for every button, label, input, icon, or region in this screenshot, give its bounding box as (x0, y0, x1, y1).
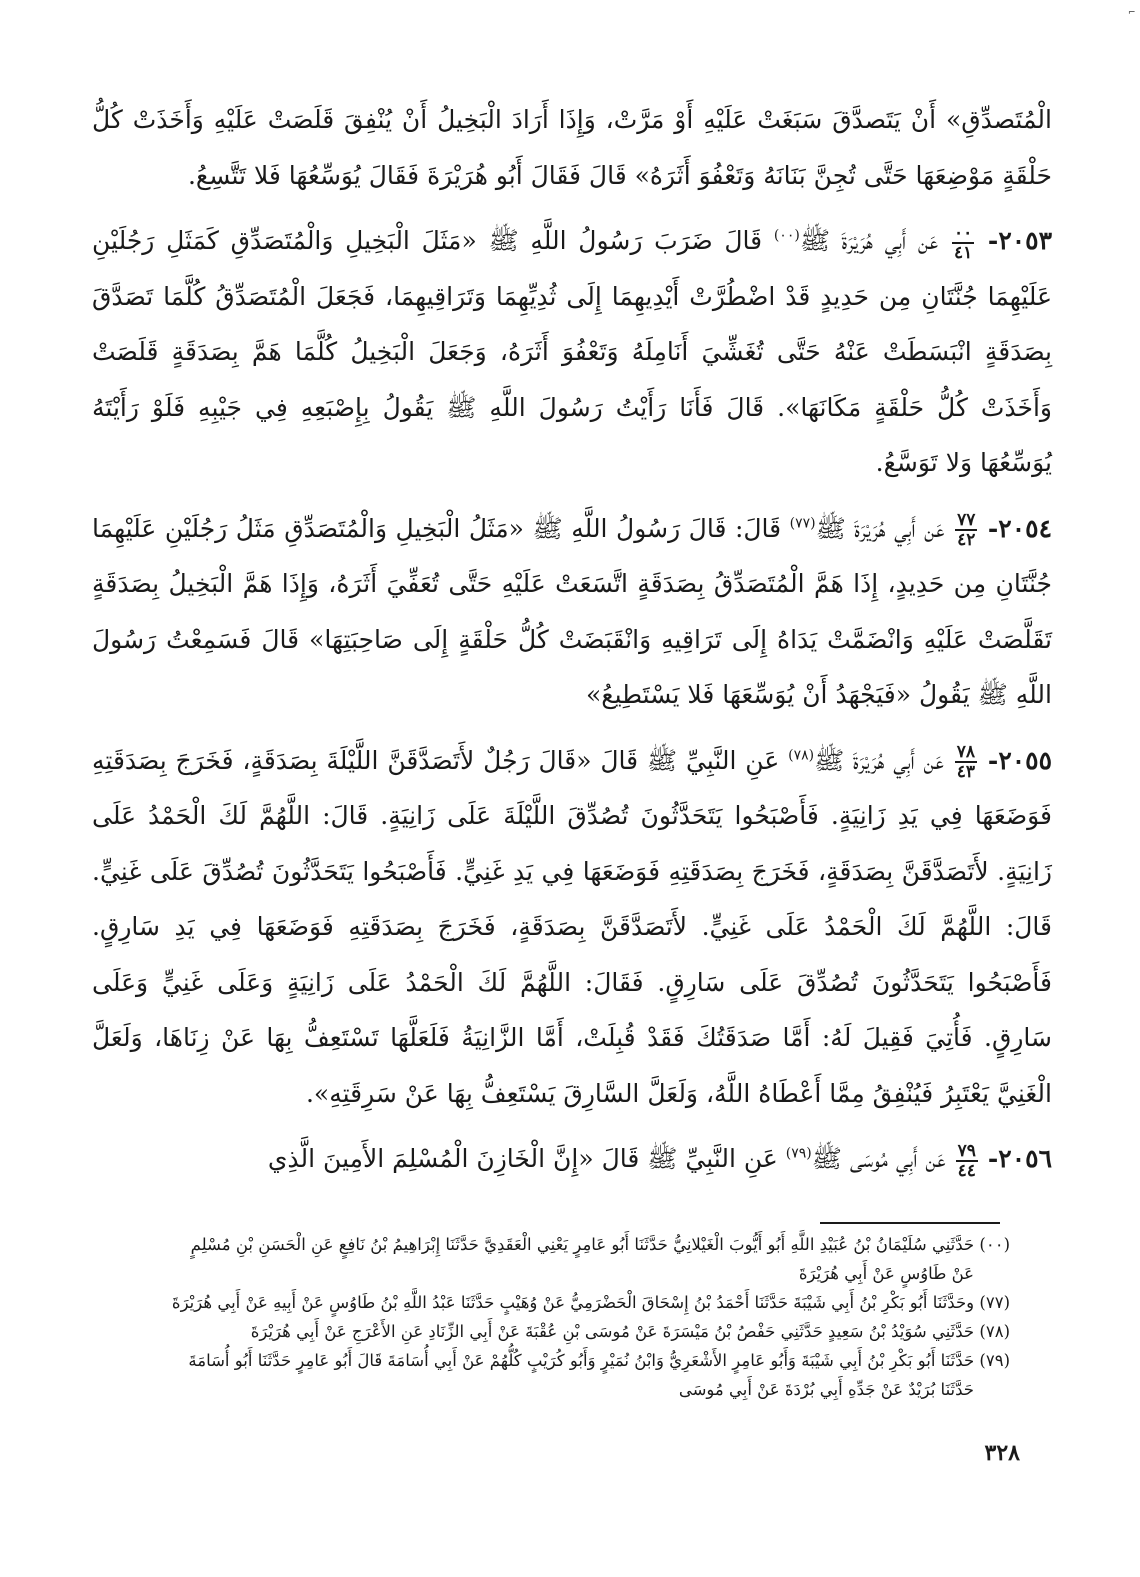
fraction-top: ٧٨ (956, 742, 976, 762)
footnote-78: (٧٨) حَدَّثَنِي سُوَيْدُ بْنُ سَعِيدٍ حَدَّثَنِي حَفْصُ بْنُ مَيْسَرَةَ عَنْ مُوسَى بْنِ عُقْبَةَ عَنْ أَبِي الزِّنَادِ عَنِ الأَعْرَجِ عَنْ أَبِي هُرَيْرَةَ (250, 1322, 1010, 1341)
hadith-text: قَالَ ضَرَبَ رَسُولُ اللَّهِ ﷺ «مَثَلَ الْبَخِيلِ وَالْمُتَصَدِّقِ كَمَثَلِ رَجُلَيْنِ عَلَيْهِمَا جُنَّتَانِ مِن حَدِيدٍ قَدْ اضْطُرَّتْ أَيْدِيهِمَا إِلَى ثُدِيِّهِمَا وَتَرَاقِيهِمَا، فَجَعَلَ الْمُتَصَدِّقُ كُلَّمَا تَصَدَّقَ بِصَدَقَةٍ انْبَسَطَتْ عَنْهُ حَتَّى تُغَشِّيَ أَنَامِلَهُ وَتَعْفُوَ أَثَرَهُ، وَجَعَلَ الْبَخِيلُ كُلَّمَا هَمَّ بِصَدَقَةٍ قَلَصَتْ وَأَخَذَتْ كُلُّ حَلْقَةٍ مَكَانَهَا». قَالَ فَأَنَا رَأَيْتُ رَسُولَ اللَّهِ ﷺ يَقُولُ بِإِصْبَعِهِ فِي جَيْبِهِ فَلَوْ رَأَيْتَهُ يُوَسِّعُهَا وَلا تَوَسَّعُ. (92, 226, 1052, 477)
fraction-bottom: ٤٤ (957, 1160, 976, 1181)
footnote-79: (٧٩) حَدَّثَنَا أَبُو بَكْرِ بْنُ أَبِي شَيْبَةَ وَأَبُو عَامِرٍ الأَشْعَرِيُّ وَابْنُ نُمَيْرٍ وَأَبُو كُرَيْبٍ كُلُّهُمْ عَنْ أَبِي أُسَامَةَ قَالَ أَبُو عَامِرٍ حَدَّثَنَا أَبُو أُسَامَةَ (188, 1351, 1010, 1370)
hadith-number: ٢٠٥٥- (987, 745, 1053, 775)
hadith-2054 (92, 501, 1052, 723)
fraction-top: ٧٧ (957, 510, 976, 530)
footnote-ref: (٧٨) (788, 747, 815, 764)
hadith-2055 (92, 733, 1052, 1122)
hadith-fraction (955, 511, 977, 549)
scan-corner-mark: ⌐ (1128, 8, 1136, 18)
hadith-fraction (952, 224, 974, 262)
footnote-79-continuation: حَدَّثَنَا بُرَيْدٌ عَنْ جَدِّهِ أَبِي بُرْدَةَ عَنْ أَبِي مُوسَى (678, 1380, 974, 1399)
hadith-number: ٢٠٥٦- (987, 1144, 1052, 1173)
hadith-text: عَنِ النَّبِيِّ ﷺ قَالَ «قَالَ رَجُلٌ لأَتَصَدَّقَنَّ اللَّيْلَةَ بِصَدَقَةٍ، فَخَرَجَ بِصَدَقَتِهِ فَوَضَعَهَا فِي يَدِ زَانِيَةٍ. فَأَصْبَحُوا يَتَحَدَّثُونَ تُصُدِّقَ اللَّيْلَةَ عَلَى زَانِيَةٍ. قَالَ: اللَّهُمَّ لَكَ الْحَمْدُ عَلَى زَانِيَةٍ. لأَتَصَدَّقَنَّ بِصَدَقَةٍ، فَخَرَجَ بِصَدَقَتِهِ فَوَضَعَهَا فِي يَدِ غَنِيٍّ. فَأَصْبَحُوا يَتَحَدَّثُونَ تُصُدِّقَ عَلَى غَنِيٍّ. قَالَ: اللَّهُمَّ لَكَ الْحَمْدُ عَلَى غَنِيٍّ. لأَتَصَدَّقَنَّ بِصَدَقَةٍ، فَخَرَجَ بِصَدَقَتِهِ فَوَضَعَهَا فِي يَدِ سَارِقٍ. فَأَصْبَحُوا يَتَحَدَّثُونَ تُصُدِّقَ عَلَى سَارِقٍ. فَقَالَ: اللَّهُمَّ لَكَ الْحَمْدُ عَلَى زَانِيَةٍ وَعَلَى غَنِيٍّ وَعَلَى سَارِقٍ. فَأُتِيَ فَقِيلَ لَهُ: أَمَّا صَدَقَتُكَ فَقَدْ قُبِلَتْ، أَمَّا الزَّانِيَةُ فَلَعَلَّهَا تَسْتَعِفُّ بِهَا عَنْ زِنَاهَا، وَلَعَلَّ الْغَنِيَّ يَعْتَبِرُ فَيُنْفِقُ مِمَّا أَعْطَاهُ اللَّهُ، وَلَعَلَّ السَّارِقَ يَسْتَعِفُّ بِهَا عَنْ سَرِقَتِهِ». (92, 745, 1052, 1108)
footnote-ref: (٧٩) (785, 1145, 812, 1162)
hadith-body (92, 92, 1052, 1197)
fraction-bottom: ٤٢ (957, 530, 976, 550)
fraction-bottom: ٤٣ (956, 762, 976, 782)
narrator: عَن أَبِي هُرَيْرَةَ ﷺ (815, 513, 945, 543)
footnote-ref: (٧٧) (789, 515, 816, 532)
fraction-bottom: ٤١ (953, 242, 973, 263)
hadith-2053 (92, 213, 1052, 491)
footnote-separator (820, 1222, 1000, 1224)
narrator: عَن أَبِي هُرَيْرَةَ ﷺ (814, 745, 944, 775)
hadith-fraction (956, 1142, 978, 1180)
footnote-ref: (٠٠) (773, 227, 800, 244)
footnote-77: (٧٧) وحَدَّثَنَا أَبُو بَكْرِ بْنُ أَبِي شَيْبَةَ حَدَّثَنَا أَحْمَدُ بْنُ إِسْحَاقَ الْحَضْرَمِيُّ عَنْ وُهَيْبٍ حَدَّثَنَا عَبْدُ اللَّهِ بْنُ طَاوُسٍ عَنْ أَبِيهِ عَنْ أَبِي هُرَيْرَةَ (171, 1293, 1010, 1312)
hadith-number: ٢٠٥٤- (987, 513, 1053, 543)
fraction-top: ٧٩ (957, 1140, 976, 1161)
fraction-top: ٠٠ (953, 222, 973, 243)
hadith-text: عَنِ النَّبِيِّ ﷺ قَالَ «إِنَّ الْخَازِنَ الْمُسْلِمَ الأَمِينَ الَّذِي (267, 1144, 778, 1173)
footnote-00-continuation: عَنْ طَاوُسٍ عَنْ أَبِي هُرَيْرَةَ (798, 1264, 974, 1283)
hadith-2056 (92, 1131, 1052, 1187)
narrator: عَن أَبِي مُوسَى ﷺ (811, 1144, 946, 1173)
hadith-fraction (955, 743, 977, 781)
page-number: ٣٢٨ (984, 1440, 1020, 1466)
hadith-text: قَالَ: قَالَ رَسُولُ اللَّهِ ﷺ «مَثَلُ الْبَخِيلِ وَالْمُتَصَدِّقِ مَثَلُ رَجُلَيْنِ عَلَيْهِمَا جُنَّتَانِ مِن حَدِيدٍ، إِذَا هَمَّ الْمُتَصَدِّقُ بِصَدَقَةٍ اتَّسَعَتْ عَلَيْهِ حَتَّى تُعَفِّيَ أَثَرَهُ، وَإِذَا هَمَّ الْبَخِيلُ بِصَدَقَةٍ تَقَلَّصَتْ عَلَيْهِ وَانْضَمَّتْ يَدَاهُ إِلَى تَرَاقِيهِ وَانْقَبَضَتْ كُلُّ حَلْقَةٍ إِلَى صَاحِبَتِهَا» قَالَ فَسَمِعْتُ رَسُولَ اللَّهِ ﷺ يَقُولُ «فَيَجْهَدُ أَنْ يُوَسِّعَهَا فَلا يَسْتَطِيعُ» (92, 513, 1052, 709)
hadith-number: ٢٠٥٣- (987, 226, 1053, 255)
narrator: عَن أَبِي هُرَيْرَةَ ﷺ (799, 226, 939, 255)
continuation-paragraph: الْمُتَصدِّقِ» أَنْ يَتَصدَّقَ سَبَغَتْ عَلَيْهِ أَوْ مَرَّتْ، وَإِذَا أَرَادَ الْبَخِيلُ أَنْ يُنْفِقَ قَلَصَتْ عَلَيْهِ وَأَخَذَتْ كُلُّ حَلْقَةٍ مَوْضِعَهَا حَتَّى تُجِنَّ بَنَانَهُ وَتَعْفُوَ أَثَرَهُ» قَالَ فَقَالَ أَبُو هُرَيْرَةَ فَقَالَ يُوَسِّعُهَا فَلا تَتَّسِعُ. (92, 105, 1052, 190)
footnotes (140, 1230, 1010, 1404)
footnote-00: (٠٠) حَدَّثَنِي سُلَيْمَانُ بْنُ عُبَيْدِ اللَّهِ أَبُو أَيُّوبَ الْغَيْلانِيُّ حَدَّثَنَا أَبُو عَامِرٍ يَعْنِي الْعَقَدِيَّ حَدَّثَنَا إِبْرَاهِيمُ بْنُ نَافِعٍ عَنِ الْحَسَنِ بْنِ مُسْلِمٍ (190, 1235, 1010, 1254)
